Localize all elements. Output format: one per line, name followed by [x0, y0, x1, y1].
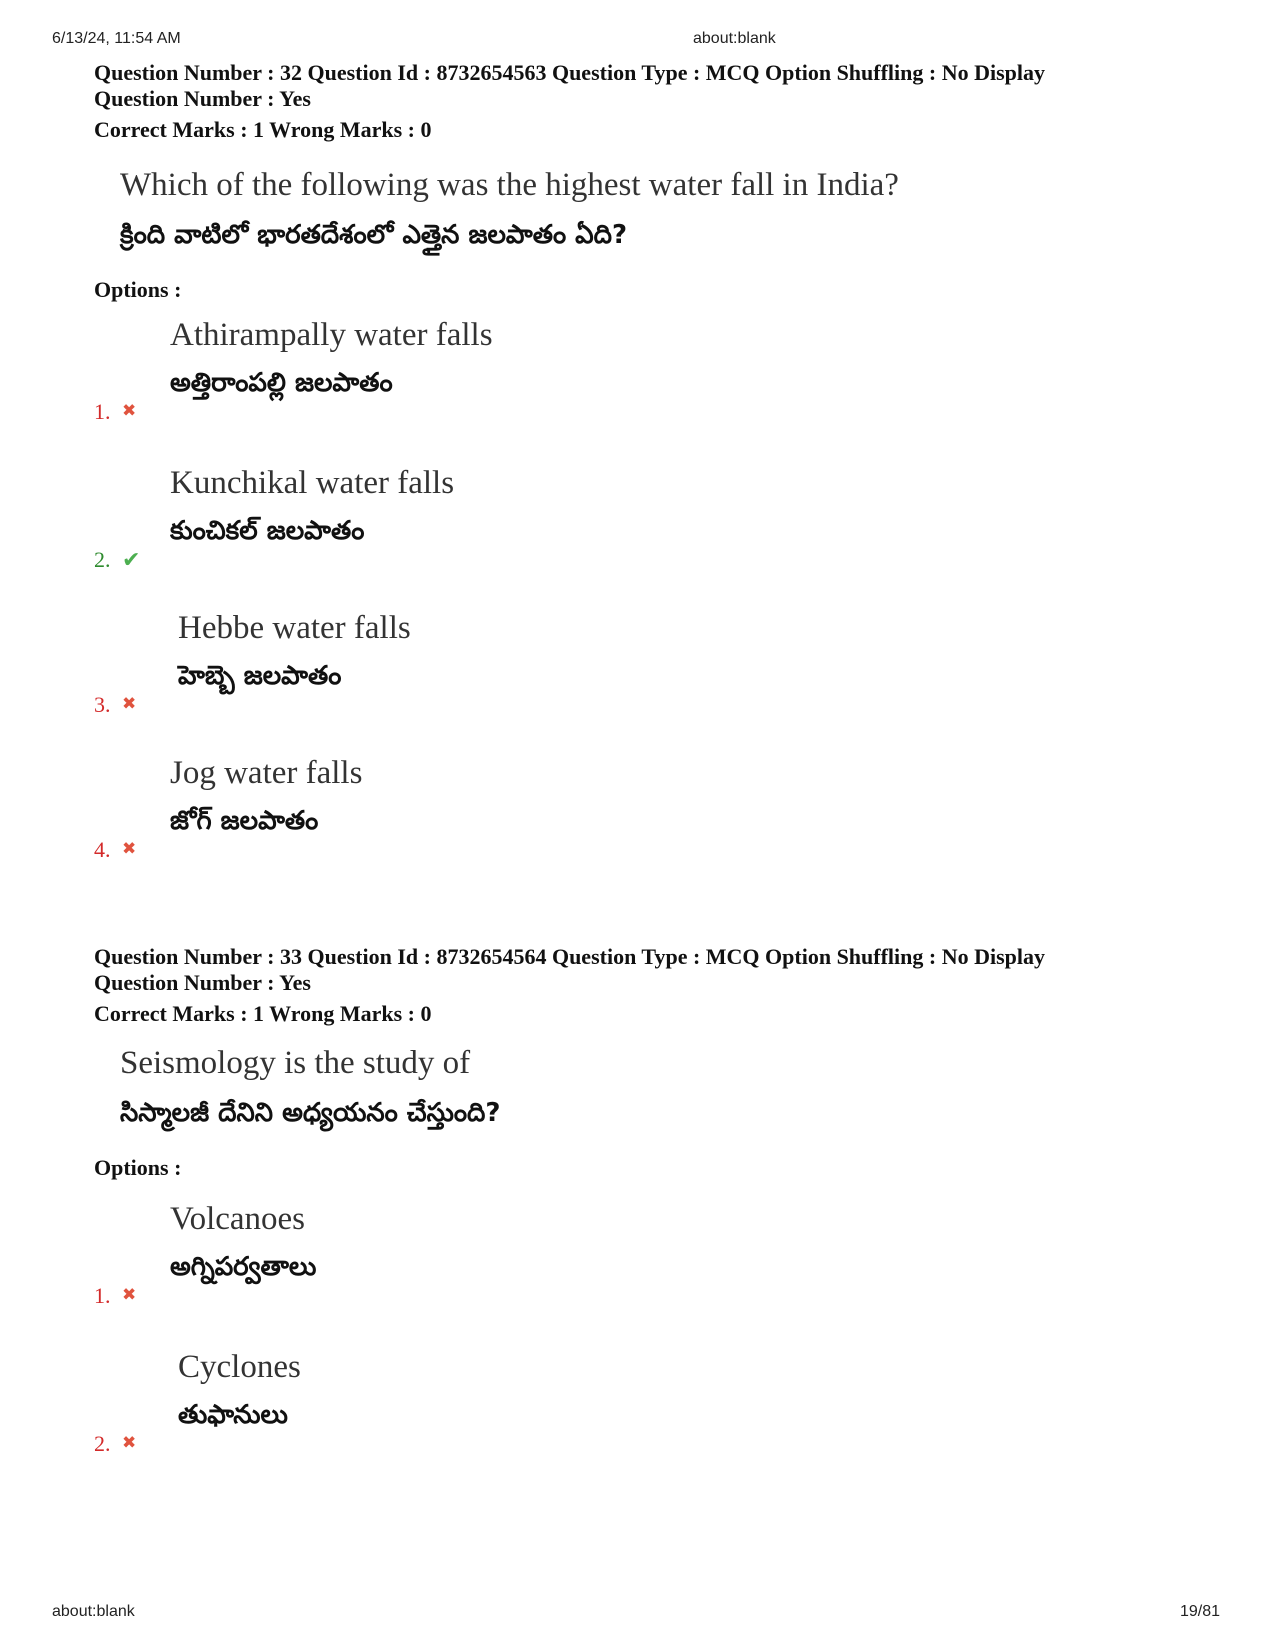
- question-block-33: [94, 944, 1214, 1456]
- option-item: [94, 608, 994, 718]
- option-text-english: Hebbe water falls: [178, 610, 411, 646]
- option-text-telugu: హెబ్బె జలపాతం: [178, 661, 342, 691]
- wrong-cross-icon: ✖: [122, 401, 137, 421]
- print-header-url: about:blank: [693, 30, 776, 47]
- question-meta: [94, 944, 1214, 996]
- question-meta-line: Question Number : 32 Question Id : 8732654563 Question Type : MCQ Option Shuffling : No Display: [94, 60, 1046, 85]
- option-number: 1.: [94, 1283, 111, 1308]
- question-meta: [94, 60, 1214, 112]
- wrong-cross-icon: ✖: [122, 1285, 137, 1305]
- question-text: [120, 165, 1214, 255]
- print-datetime: 6/13/24, 11:54 AM: [52, 30, 181, 47]
- option-number: 4.: [94, 837, 111, 862]
- wrong-cross-icon: ✖: [122, 839, 137, 859]
- option-item: [94, 1199, 994, 1309]
- option-item: [94, 463, 994, 573]
- question-marks: Correct Marks : 1 Wrong Marks : 0: [94, 1001, 432, 1026]
- option-text-english: Cyclones: [178, 1349, 301, 1385]
- question-meta-line: Question Number : Yes: [94, 86, 311, 111]
- option-number: 1.: [94, 399, 111, 424]
- option-item: [94, 315, 994, 425]
- option-text-telugu: అత్తిరాంపల్లి జలపాతం: [170, 368, 393, 398]
- print-footer-url: about:blank: [52, 1603, 135, 1620]
- question-marks: Correct Marks : 1 Wrong Marks : 0: [94, 117, 432, 142]
- option-text-english: Volcanoes: [170, 1201, 306, 1237]
- option-text-telugu: కుంచికల్ జలపాతం: [170, 516, 365, 546]
- question-text-telugu: సిస్మాలజీ దేనిని అధ్యయనం చేస్తుంది?: [120, 1098, 501, 1128]
- question-meta-line: Question Number : 33 Question Id : 8732654564 Question Type : MCQ Option Shuffling : No Display: [94, 944, 1046, 969]
- question-meta-line: Question Number : Yes: [94, 970, 311, 995]
- option-number: 3.: [94, 692, 111, 717]
- option-text-telugu: తుఫానులు: [178, 1400, 288, 1430]
- question-text-english: Which of the following was the highest water fall in India?: [120, 167, 899, 203]
- option-text-english: Athirampally water falls: [170, 317, 493, 353]
- wrong-cross-icon: ✖: [122, 1433, 137, 1453]
- question-text-telugu: క్రింది వాటిలో భారతదేశంలో ఎత్తైన జలపాతం ఏది?: [120, 220, 628, 250]
- options-label: Options :: [94, 1155, 182, 1180]
- wrong-cross-icon: ✖: [122, 694, 137, 714]
- option-text-telugu: అగ్నిపర్వతాలు: [170, 1252, 317, 1282]
- question-text: [120, 1043, 1214, 1133]
- option-number: 2.: [94, 1431, 111, 1456]
- option-text-telugu: జోగ్ జలపాతం: [170, 806, 319, 836]
- page-number: 19/81: [1180, 1603, 1221, 1620]
- option-item: [94, 1347, 994, 1457]
- options-label: Options :: [94, 277, 182, 302]
- correct-check-icon: ✔: [122, 548, 141, 573]
- question-block-32: [94, 60, 1214, 862]
- question-text-english: Seismology is the study of: [120, 1045, 471, 1081]
- option-item: [94, 753, 994, 863]
- option-text-english: Jog water falls: [170, 755, 363, 791]
- option-number: 2.: [94, 547, 111, 572]
- option-text-english: Kunchikal water falls: [170, 465, 455, 501]
